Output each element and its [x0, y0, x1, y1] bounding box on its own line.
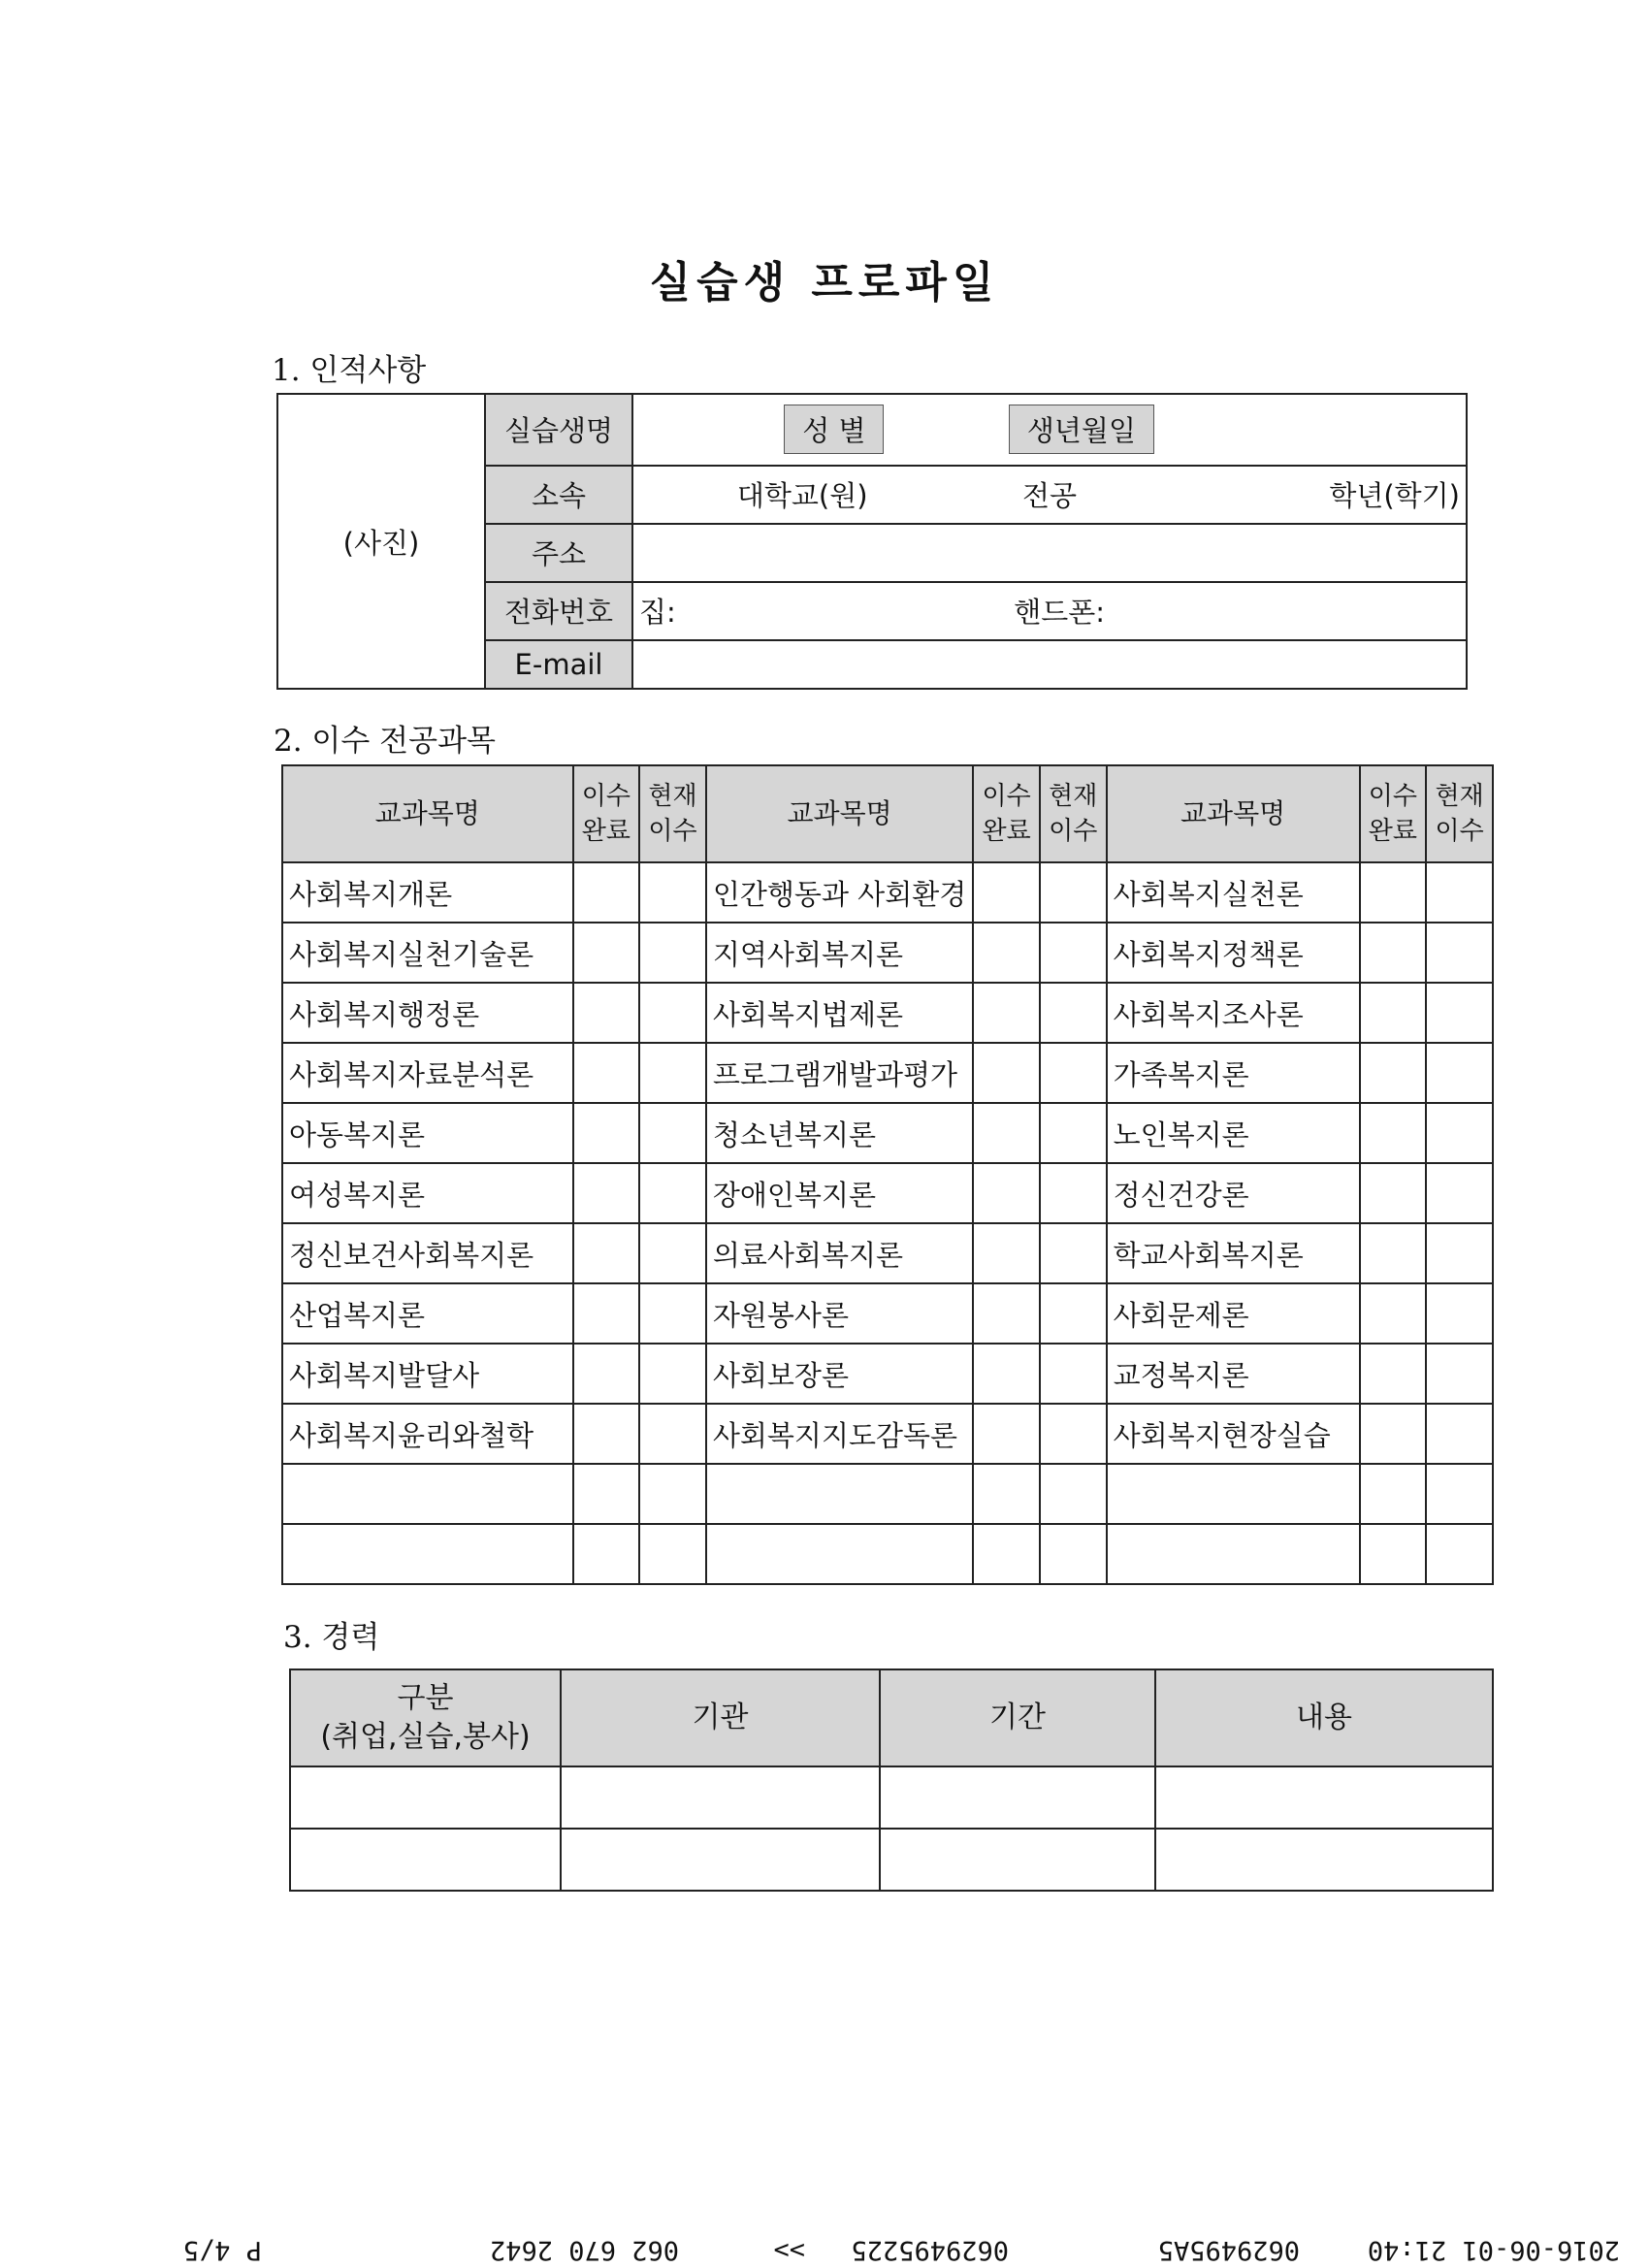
done-checkbox-cell[interactable] [1360, 1043, 1427, 1103]
phone-label: 전화번호 [485, 582, 632, 640]
course-name-cell: 지역사회복지론 [706, 923, 973, 983]
current-checkbox-cell[interactable] [1040, 923, 1107, 983]
done-checkbox-cell[interactable] [973, 1464, 1040, 1524]
done-checkbox-cell[interactable] [573, 1163, 640, 1223]
course-name-cell: 사회복지실천론 [1107, 862, 1360, 923]
career-cell[interactable] [1155, 1766, 1493, 1829]
course-name-cell [1107, 1464, 1360, 1524]
current-checkbox-cell[interactable] [1040, 983, 1107, 1043]
org-header: 기관 [561, 1669, 880, 1766]
course-name-cell: 사회복지행정론 [282, 983, 573, 1043]
career-header-row [290, 1669, 1493, 1766]
done-header: 이수 완료 [1360, 765, 1427, 862]
course-name-cell: 사회복지지도감독론 [706, 1404, 973, 1464]
course-name-cell: 사회복지윤리와철학 [282, 1404, 573, 1464]
current-checkbox-cell[interactable] [1040, 1524, 1107, 1584]
content-header: 내용 [1155, 1669, 1493, 1766]
current-checkbox-cell[interactable] [639, 1524, 706, 1584]
done-checkbox-cell[interactable] [1360, 983, 1427, 1043]
home-phone-label: 집: [639, 596, 676, 630]
done-header: 이수 완료 [973, 765, 1040, 862]
name-label: 실습생명 [485, 394, 632, 466]
mobile-phone-label: 핸드폰: [1014, 596, 1106, 630]
course-name-cell [1107, 1524, 1360, 1584]
current-checkbox-cell[interactable] [639, 983, 706, 1043]
current-header: 현재 이수 [1040, 765, 1107, 862]
course-name-cell: 사회복지실천기술론 [282, 923, 573, 983]
course-row [282, 1344, 1493, 1404]
courses-header-row [282, 765, 1493, 862]
current-checkbox-cell[interactable] [1426, 1043, 1493, 1103]
current-checkbox-cell[interactable] [1426, 1163, 1493, 1223]
courses-table [281, 764, 1494, 1585]
course-row [282, 1404, 1493, 1464]
current-checkbox-cell[interactable] [1426, 1223, 1493, 1283]
course-name-header: 교과목명 [282, 765, 573, 862]
done-checkbox-cell[interactable] [573, 923, 640, 983]
course-name-cell: 사회복지정책론 [1107, 923, 1360, 983]
course-name-cell: 정신건강론 [1107, 1163, 1360, 1223]
current-checkbox-cell[interactable] [639, 1163, 706, 1223]
course-name-cell: 자원봉사론 [706, 1283, 973, 1344]
email-field[interactable] [632, 640, 1467, 689]
current-checkbox-cell[interactable] [1040, 1043, 1107, 1103]
career-cell[interactable] [880, 1829, 1155, 1891]
course-name-cell: 사회복지자료분석론 [282, 1043, 573, 1103]
done-checkbox-cell[interactable] [1360, 1344, 1427, 1404]
current-checkbox-cell[interactable] [1426, 862, 1493, 923]
current-checkbox-cell[interactable] [639, 1464, 706, 1524]
current-header: 현재 이수 [1426, 765, 1493, 862]
current-checkbox-cell[interactable] [639, 923, 706, 983]
fax-from-number: 0629495A5 [1157, 2235, 1300, 2265]
course-name-cell: 사회문제론 [1107, 1283, 1360, 1344]
name-row [632, 394, 1467, 466]
done-checkbox-cell[interactable] [973, 1283, 1040, 1344]
done-checkbox-cell[interactable] [573, 983, 640, 1043]
current-checkbox-cell[interactable] [1426, 1464, 1493, 1524]
univ-text: 대학교(원) [736, 479, 868, 513]
current-checkbox-cell[interactable] [1426, 1344, 1493, 1404]
course-name-cell: 노인복지론 [1107, 1103, 1360, 1163]
done-checkbox-cell[interactable] [1360, 1283, 1427, 1344]
current-checkbox-cell[interactable] [639, 1223, 706, 1283]
course-name-header: 교과목명 [1107, 765, 1360, 862]
course-name-cell: 산업복지론 [282, 1283, 573, 1344]
current-checkbox-cell[interactable] [1426, 983, 1493, 1043]
career-cell[interactable] [561, 1766, 880, 1829]
career-cell[interactable] [290, 1766, 561, 1829]
done-checkbox-cell[interactable] [973, 1103, 1040, 1163]
section-personal-title: 1. 인적사항 [272, 353, 427, 388]
course-name-cell: 여성복지론 [282, 1163, 573, 1223]
course-name-cell: 청소년복지론 [706, 1103, 973, 1163]
current-checkbox-cell[interactable] [1040, 1464, 1107, 1524]
course-row [282, 1464, 1493, 1524]
current-checkbox-cell[interactable] [639, 862, 706, 923]
fax-page: P 4/5 [182, 2235, 262, 2265]
current-checkbox-cell[interactable] [1040, 1283, 1107, 1344]
done-checkbox-cell[interactable] [973, 1043, 1040, 1103]
course-name-cell: 인간행동과 사회환경 [706, 862, 973, 923]
course-row [282, 1163, 1493, 1223]
affiliation-label: 소속 [485, 466, 632, 524]
current-header: 현재 이수 [639, 765, 706, 862]
course-name-cell: 의료사회복지론 [706, 1223, 973, 1283]
major-field[interactable] [971, 466, 1127, 524]
period-header: 기간 [880, 1669, 1155, 1766]
career-cell[interactable] [880, 1766, 1155, 1829]
course-name-cell: 아동복지론 [282, 1103, 573, 1163]
personal-info-table [276, 393, 1468, 690]
current-checkbox-cell[interactable] [639, 1404, 706, 1464]
current-checkbox-cell[interactable] [1426, 923, 1493, 983]
gender-label: 성 별 [784, 405, 884, 454]
current-checkbox-cell[interactable] [1040, 1163, 1107, 1223]
major-text: 전공 [1021, 479, 1077, 513]
done-checkbox-cell[interactable] [573, 1404, 640, 1464]
done-header: 이수 완료 [573, 765, 640, 862]
current-checkbox-cell[interactable] [1040, 1404, 1107, 1464]
course-name-cell: 사회복지조사론 [1107, 983, 1360, 1043]
done-checkbox-cell[interactable] [1360, 862, 1427, 923]
section-career-title: 3. 경력 [283, 1620, 380, 1655]
phone-field[interactable] [632, 582, 1467, 640]
current-checkbox-cell[interactable] [639, 1283, 706, 1344]
current-checkbox-cell[interactable] [1040, 1344, 1107, 1404]
email-label: E-mail [485, 640, 632, 689]
course-name-cell: 교정복지론 [1107, 1344, 1360, 1404]
course-name-cell: 사회복지현장실습 [1107, 1404, 1360, 1464]
course-name-header: 교과목명 [706, 765, 973, 862]
done-checkbox-cell[interactable] [1360, 923, 1427, 983]
grade-field[interactable] [1127, 466, 1467, 524]
current-checkbox-cell[interactable] [1426, 1103, 1493, 1163]
current-checkbox-cell[interactable] [639, 1043, 706, 1103]
type-header-label: 구분 [397, 1680, 454, 1715]
course-row [282, 923, 1493, 983]
done-checkbox-cell[interactable] [973, 983, 1040, 1043]
done-checkbox-cell[interactable] [973, 1404, 1040, 1464]
current-checkbox-cell[interactable] [1040, 1103, 1107, 1163]
course-row [282, 1283, 1493, 1344]
page-title: 실습생 프로파일 [649, 258, 1000, 308]
type-header [290, 1669, 561, 1766]
course-name-cell: 정신보건사회복지론 [282, 1223, 573, 1283]
grade-text: 학년(학기) [1329, 479, 1460, 513]
course-row [282, 1043, 1493, 1103]
birth-label: 생년월일 [1009, 405, 1154, 454]
done-checkbox-cell[interactable] [1360, 1404, 1427, 1464]
address-label: 주소 [485, 524, 632, 582]
done-checkbox-cell[interactable] [973, 862, 1040, 923]
course-row [282, 1524, 1493, 1584]
section-courses-title: 2. 이수 전공과목 [274, 724, 496, 759]
done-checkbox-cell[interactable] [973, 923, 1040, 983]
career-cell[interactable] [1155, 1829, 1493, 1891]
done-checkbox-cell[interactable] [573, 1223, 640, 1283]
career-row [290, 1766, 1493, 1829]
done-checkbox-cell[interactable] [1360, 1524, 1427, 1584]
course-name-cell: 학교사회복지론 [1107, 1223, 1360, 1283]
current-checkbox-cell[interactable] [1426, 1283, 1493, 1344]
type-header-sub: (취업,실습,봉사) [320, 1720, 531, 1754]
course-name-cell: 프로그램개발과평가 [706, 1043, 973, 1103]
done-checkbox-cell[interactable] [573, 1524, 640, 1584]
done-checkbox-cell[interactable] [973, 1163, 1040, 1223]
course-name-cell [282, 1524, 573, 1584]
career-table [289, 1669, 1494, 1892]
fax-datetime: 2016-06-01 21:40 [1367, 2235, 1620, 2265]
done-checkbox-cell[interactable] [573, 1103, 640, 1163]
photo-label: (사진) [342, 526, 420, 560]
current-checkbox-cell[interactable] [639, 1344, 706, 1404]
done-checkbox-cell[interactable] [1360, 1223, 1427, 1283]
done-checkbox-cell[interactable] [573, 862, 640, 923]
current-checkbox-cell[interactable] [1426, 1524, 1493, 1584]
done-checkbox-cell[interactable] [1360, 1163, 1427, 1223]
address-field[interactable] [632, 524, 1467, 582]
done-checkbox-cell[interactable] [973, 1524, 1040, 1584]
course-row [282, 862, 1493, 923]
course-name-cell: 사회복지발달사 [282, 1344, 573, 1404]
career-cell[interactable] [290, 1829, 561, 1891]
fax-footer [0, 2226, 1649, 2265]
course-name-cell [282, 1464, 573, 1524]
done-checkbox-cell[interactable] [573, 1344, 640, 1404]
done-checkbox-cell[interactable] [573, 1043, 640, 1103]
course-name-cell: 사회복지개론 [282, 862, 573, 923]
course-name-cell [706, 1464, 973, 1524]
course-name-cell: 장애인복지론 [706, 1163, 973, 1223]
course-row [282, 1223, 1493, 1283]
course-name-cell: 사회보장론 [706, 1344, 973, 1404]
done-checkbox-cell[interactable] [1360, 1464, 1427, 1524]
course-name-cell: 사회복지법제론 [706, 983, 973, 1043]
course-row [282, 1103, 1493, 1163]
current-checkbox-cell[interactable] [639, 1103, 706, 1163]
fax-to-number: 0629495225 [851, 2235, 1009, 2265]
fax-arrow: >> [773, 2235, 805, 2265]
current-checkbox-cell[interactable] [1426, 1404, 1493, 1464]
photo-box [277, 394, 485, 689]
current-checkbox-cell[interactable] [1040, 862, 1107, 923]
current-checkbox-cell[interactable] [1040, 1223, 1107, 1283]
done-checkbox-cell[interactable] [973, 1344, 1040, 1404]
course-name-cell: 가족복지론 [1107, 1043, 1360, 1103]
done-checkbox-cell[interactable] [973, 1223, 1040, 1283]
done-checkbox-cell[interactable] [573, 1464, 640, 1524]
course-row [282, 983, 1493, 1043]
career-row [290, 1829, 1493, 1891]
career-cell[interactable] [561, 1829, 880, 1891]
done-checkbox-cell[interactable] [573, 1283, 640, 1344]
fax-phone: 062 670 2642 [489, 2235, 679, 2265]
done-checkbox-cell[interactable] [1360, 1103, 1427, 1163]
univ-field[interactable] [632, 466, 971, 524]
course-name-cell [706, 1524, 973, 1584]
